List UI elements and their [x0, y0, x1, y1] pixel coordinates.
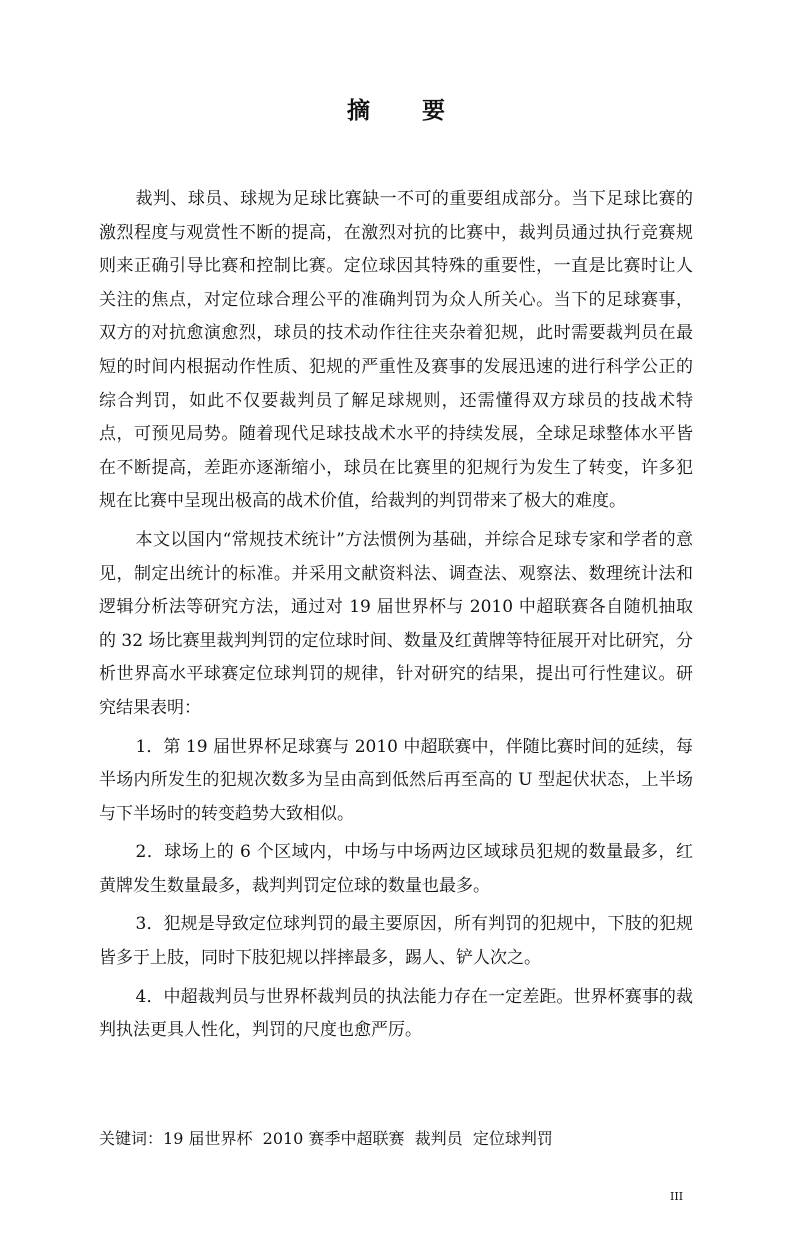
keywords-label: 关键词：: [99, 1129, 164, 1148]
keyword-item: 定位球判罚: [472, 1129, 553, 1148]
keyword-item: 2010 赛季中超联赛: [262, 1129, 405, 1148]
finding-1: 1．第 19 届世界杯足球赛与 2010 中超联赛中，伴随比赛时间的延续，每半场内所发生的犯规次数多为呈由高到低然后再至高的 U 型起伏状态，上半场与下半场时的转变趋势大致相似。: [99, 736, 693, 824]
keyword-item: 裁判员: [414, 1129, 463, 1148]
paragraph-intro: 裁判、球员、球规为足球比赛缺一不可的重要组成部分。当下足球比赛的激烈程度与观赏性不断的提高，在激烈对抗的比赛中，裁判员通过执行竞赛规则来正确引导比赛和控制比赛。定位球因其特殊的重要性，一直是比赛时让人关注的焦点，对定位球合理公平的准确判罚为众人所关心。当下的足球赛事，双方的对抗愈演愈烈，球员的技术动作往往夹杂着犯规，此时需要裁判员在最短的时间内根据动作性质、犯规的严重性及赛事的发展迅速的进行科学公正的综合判罚，如此不仅要裁判员了解足球规则，还需懂得双方球员的技战术特点，可预见局势。随着现代足球技战术水平的持续发展，全球足球整体水平皆在不断提高，差距亦逐渐缩小，球员在比赛里的犯规行为发生了转变，许多犯规在比赛中呈现出极高的战术价值，给裁判的判罚带来了极大的难度。: [99, 189, 693, 512]
keyword-item: 19 届世界杯: [163, 1129, 253, 1148]
finding-4: 4．中超裁判员与世界杯裁判员的执法能力存在一定差距。世界杯赛事的裁判执法更具人性化，判罚的尺度也愈严厉。: [99, 986, 693, 1041]
finding-2: 2．球场上的 6 个区域内，中场与中场两边区域球员犯规的数量最多，红黄牌发生数量最多，裁判判罚定位球的数量也最多。: [99, 842, 693, 896]
page-title: 摘 要: [346, 98, 467, 124]
paragraph-method: 本文以国内“常规技术统计”方法惯例为基础，并综合足球专家和学者的意见，制定出统计的标准。并采用文献资料法、调查法、观察法、数理统计法和逻辑分析法等研究方法，通过对 19 届世界杯与 2010 中超联赛各自随机抽取的 32 场比赛里裁判判罚的定位球时间、数量及红黄牌等特征展开对比研究，分析世界高水平球赛定位球判罚的规律，针对研究的结果，提出可行性建议。研究结果表明：: [99, 529, 693, 718]
finding-3: 3．犯规是导致定位球判罚的最主要原因，所有判罚的犯规中，下肢的犯规皆多于上肢，同时下肢犯规以拌摔最多，踢人、铲人次之。: [99, 914, 693, 969]
abstract-body: [99, 183, 693, 1048]
page-number: III: [670, 1190, 684, 1203]
keywords-line: [99, 1126, 693, 1149]
